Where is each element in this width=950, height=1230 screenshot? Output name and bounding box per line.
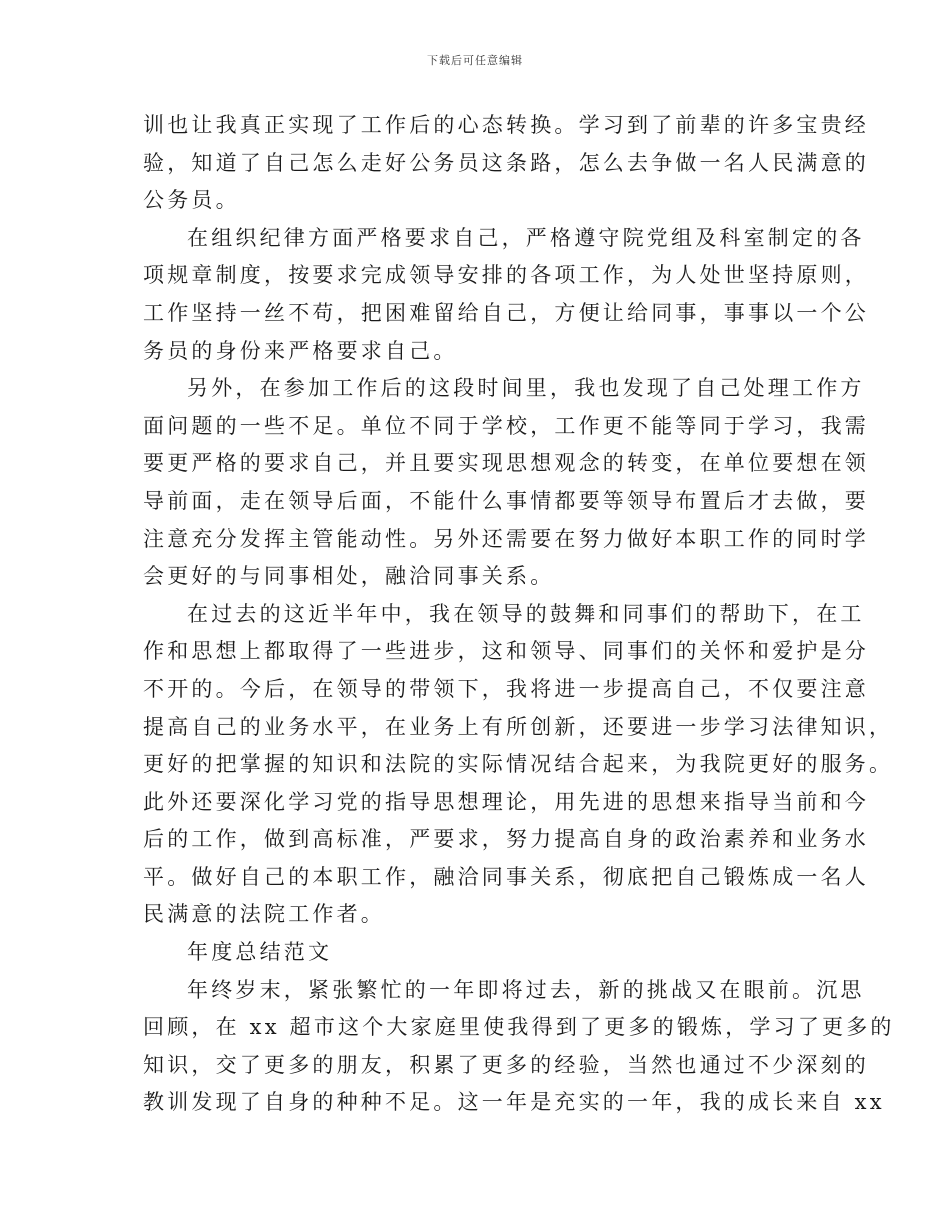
text-line: 在组织纪律方面严格要求自己，严格遵守院党组及科室制定的各 bbox=[187, 225, 865, 250]
text-line: 另外，在参加工作后的这段时间里，我也发现了自己处理工作方 bbox=[187, 376, 865, 401]
text-line: 民满意的法院工作者。 bbox=[143, 902, 385, 927]
text-line: 平。做好自己的本职工作，融洽同事关系，彻底把自己锻炼成一名人 bbox=[143, 864, 869, 889]
text-line: 教训发现了自身的种种不足。这一年是充实的一年，我的成长来自 xx bbox=[143, 1090, 885, 1115]
text-line: 知识，交了更多的朋友，积累了更多的经验，当然也通过不少深刻的 bbox=[143, 1052, 869, 1077]
document-body bbox=[143, 107, 895, 1122]
text-line: 训也让我真正实现了工作后的心态转换。学习到了前辈的许多宝贵经 bbox=[143, 113, 869, 137]
paragraph bbox=[143, 596, 894, 934]
text-line: 公务员。 bbox=[143, 188, 240, 213]
text-line: 更好的把掌握的知识和法院的实际情况结合起来，为我院更好的服务。 bbox=[143, 752, 894, 777]
text-line: 项规章制度，按要求完成领导安排的各项工作，为人处世坚持原则， bbox=[143, 263, 869, 288]
text-line: 作和思想上都取得了一些进步，这和领导、同事们的关怀和爱护是分 bbox=[143, 639, 869, 664]
paragraph bbox=[143, 934, 813, 972]
text-line: 年终岁末，紧张繁忙的一年即将过去，新的挑战又在眼前。沉思 bbox=[187, 977, 865, 1002]
text-line: 会更好的与同事相处，融洽同事关系。 bbox=[143, 564, 555, 589]
text-line: 在过去的这近半年中，我在领导的鼓舞和同事们的帮助下，在工 bbox=[187, 601, 865, 626]
text-line: 回顾，在 xx 超市这个大家庭里使我得到了更多的锻炼，学习了更多的 bbox=[143, 1015, 895, 1040]
text-line: 务员的身份来严格要求自己。 bbox=[143, 338, 458, 363]
paragraph bbox=[143, 972, 895, 1122]
text-line: 要更严格的要求自己，并且要实现思想观念的转变，在单位要想在领 bbox=[143, 451, 869, 476]
text-line: 验，知道了自己怎么走好公务员这条路，怎么去争做一名人民满意的 bbox=[143, 150, 869, 175]
text-line: 注意充分发挥主管能动性。另外还需要在努力做好本职工作的同时学 bbox=[143, 526, 869, 551]
page-header: 下载后可任意编辑 bbox=[427, 54, 523, 67]
paragraph bbox=[143, 220, 869, 370]
text-line: 工作坚持一丝不苟，把困难留给自己，方便让给同事，事事以一个公 bbox=[143, 300, 869, 325]
text-line: 面问题的一些不足。单位不同于学校，工作更不能等同于学习，我需 bbox=[143, 413, 869, 438]
paragraph bbox=[143, 107, 869, 220]
text-line: 导前面，走在领导后面，不能什么事情都要等领导布置后才去做，要 bbox=[143, 488, 869, 513]
text-line: 年度总结范文 bbox=[187, 940, 333, 965]
text-line: 此外还要深化学习党的指导思想理论，用先进的思想来指导当前和今 bbox=[143, 789, 869, 814]
text-line: 提高自己的业务水平，在业务上有所创新，还要进一步学习法律知识， bbox=[143, 714, 894, 739]
text-line: 后的工作，做到高标准，严要求，努力提高自身的政治素养和业务水 bbox=[143, 827, 869, 852]
text-line: 不开的。今后，在领导的带领下，我将进一步提高自己，不仅要注意 bbox=[143, 676, 869, 701]
paragraph bbox=[143, 370, 869, 596]
